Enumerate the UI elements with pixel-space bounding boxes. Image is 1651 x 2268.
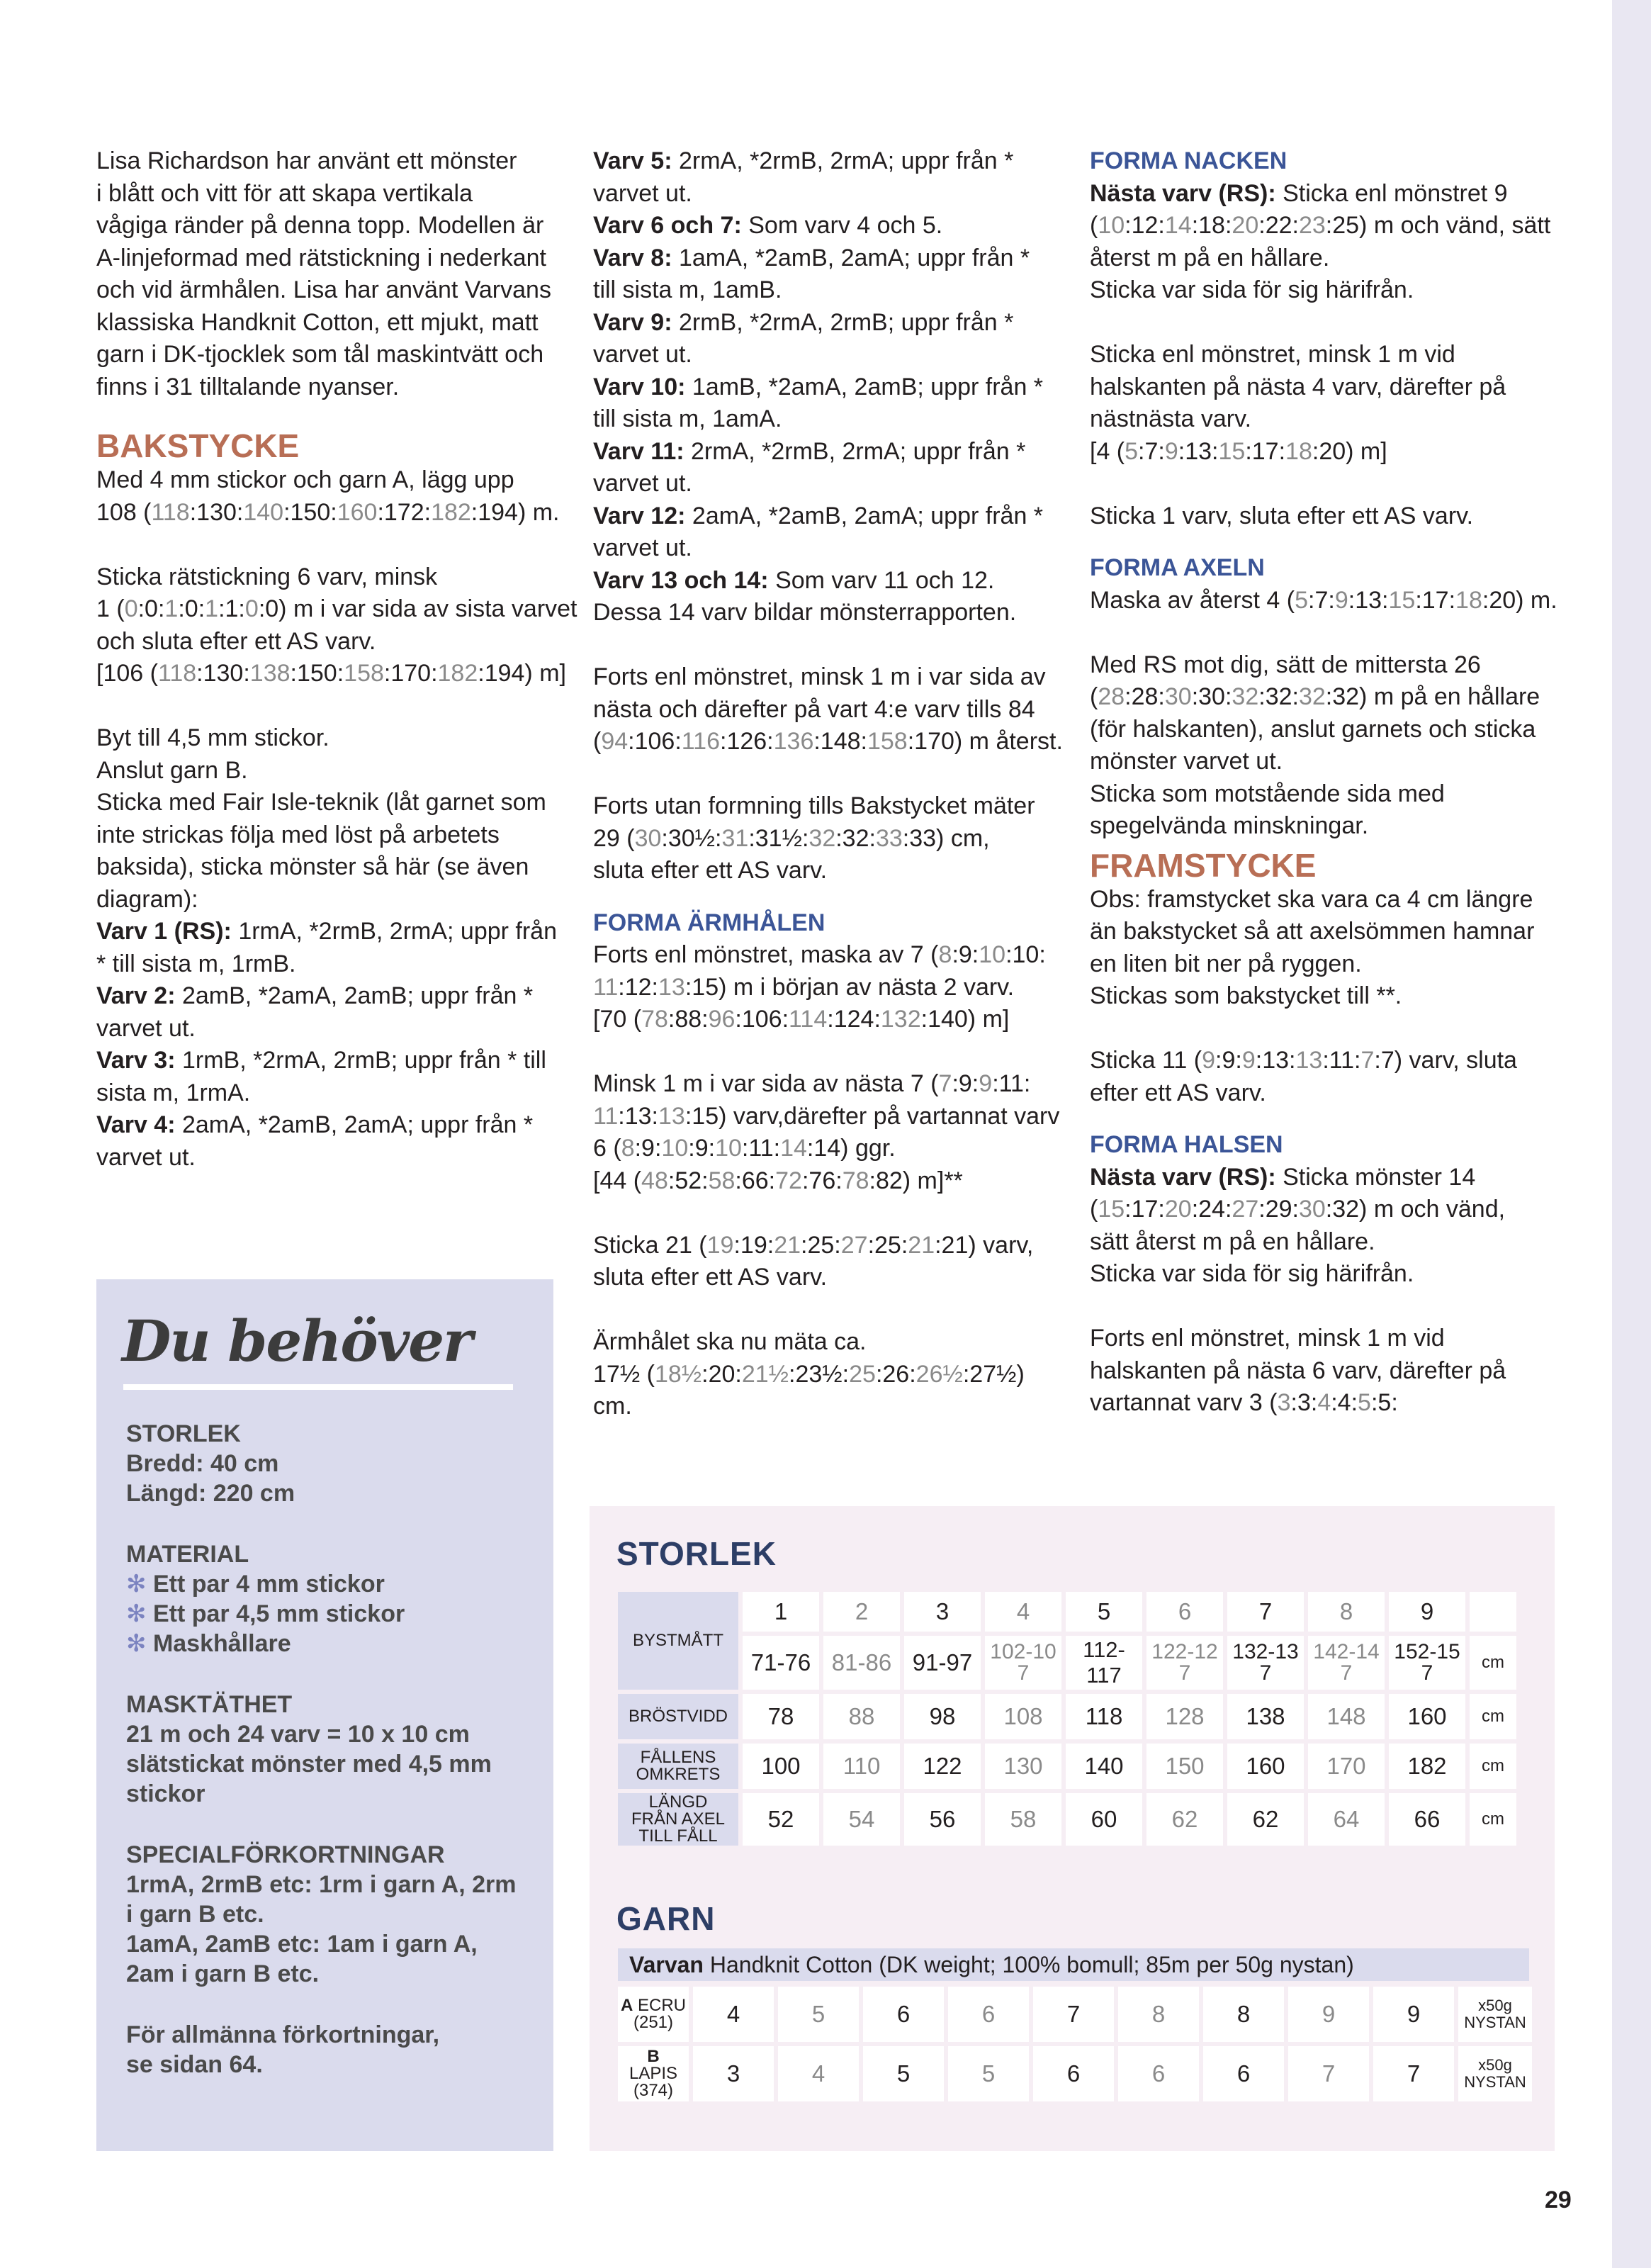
row-instruction-cont: varvet ut. (593, 534, 692, 561)
table-cell: 3 (693, 2046, 774, 2101)
stitch-total: [70 (78:88:96:106:114:124:132:140) m] (593, 1006, 1010, 1033)
paragraph-line: halskanten på nästa 4 varv, därefter på (1090, 373, 1506, 400)
paragraph-line: Sticka med Fair Isle-teknik (låt garnet som (96, 789, 546, 816)
row-label-bystmatt: BYSTMÅTT (618, 1592, 738, 1690)
stitch-counts: (28:28:30:30:32:32:32:32) m på en hållare (1090, 683, 1540, 710)
material-heading: MATERIAL (126, 1541, 249, 1568)
table-cell: 7 (1033, 1987, 1114, 2042)
table-cell: 182 (1389, 1744, 1465, 1789)
table-cell: 56 (904, 1793, 981, 1846)
row-instruction-cont: varvet ut. (96, 1014, 196, 1042)
materials-box (96, 1279, 553, 2151)
row-instruction: Varv 6 och 7: Som varv 4 och 5. (593, 212, 943, 239)
repeat-counts: vartannat varv 3 (3:3:4:4:5:5: (1090, 1389, 1398, 1416)
row-counts: Sticka 21 (19:19:21:25:27:25:21:21) varv, (593, 1231, 1034, 1259)
paragraph-line: Sticka var sida för sig härifrån. (1090, 1260, 1414, 1287)
title-rule (123, 1384, 513, 1390)
paragraph-line: Sticka rätstickning 6 varv, minsk (96, 563, 438, 590)
stitch-counts: (10:12:14:18:20:22:23:25) m och vänd, sätt (1090, 212, 1551, 239)
table-cell: 102-107 (985, 1636, 1061, 1690)
table-cell: 6 (1033, 2046, 1114, 2101)
abbr-heading: SPECIALFÖRKORTNINGAR (126, 1841, 445, 1868)
material-item: ✻ Ett par 4,5 mm stickor (126, 1600, 405, 1627)
table-cell: 6 (1203, 2046, 1284, 2101)
intro-line: garn i DK-tjocklek som tål maskintvätt och (96, 341, 544, 368)
row-instruction-cont: varvet ut. (593, 341, 692, 368)
asterisk-icon: ✻ (126, 1600, 147, 1627)
material-item: ✻ Ett par 4 mm stickor (126, 1571, 385, 1598)
size-number: 5 (1066, 1592, 1142, 1632)
section-heading-armhal: FORMA ÄRMHÅLEN (593, 909, 826, 936)
table-cell: 8 (1203, 1987, 1284, 2042)
abbr-line: 1rmA, 2rmB etc: 1rm i garn A, 2rm (126, 1871, 517, 1898)
table-cell: 140 (1066, 1744, 1142, 1789)
size-number: 8 (1308, 1592, 1385, 1632)
size-yarn-panel (590, 1506, 1555, 2151)
paragraph-line: efter ett AS varv. (1090, 1079, 1266, 1106)
decrease-counts-cont: 11:13:13:15) varv,därefter på vartannat varv (593, 1102, 1060, 1130)
asterisk-icon: ✻ (126, 1571, 147, 1598)
row-label-brostvidd: BRÖSTVIDD (618, 1694, 738, 1739)
unit-cell: cm (1470, 1636, 1516, 1690)
table-cell: 152-157 (1389, 1636, 1465, 1690)
table-cell: 122 (904, 1744, 981, 1789)
decrease-counts: 1 (0:0:1:0:1:1:0:0) m i var sida av sista varvet (96, 595, 577, 622)
table-cell: 66 (1389, 1793, 1465, 1846)
table-cell: 9 (1373, 1987, 1454, 2042)
table-cell: 130 (985, 1744, 1061, 1789)
paragraph-line: halskanten på nästa 6 varv, därefter på (1090, 1357, 1506, 1384)
bindoff-counts: Maska av återst 4 (5:7:9:13:15:17:18:20) m. (1090, 586, 1557, 614)
size-number: 2 (823, 1592, 900, 1632)
abbr-line: 2am i garn B etc. (126, 1960, 320, 1987)
paragraph-line: nästnästa varv. (1090, 405, 1252, 432)
next-row-instruction: Nästa varv (RS): Sticka enl mönstret 9 (1090, 179, 1508, 207)
table-cell: 71-76 (743, 1636, 819, 1690)
unit-cell: cm (1470, 1744, 1516, 1789)
paragraph-line: diagram): (96, 885, 198, 913)
intro-line: och vid ärmhålen. Lisa har använt Varvans (96, 276, 551, 303)
row-label-fallens-omkrets: FÅLLENS OMKRETS (618, 1744, 738, 1789)
section-heading-bakstycke: BAKSTYCKE (96, 427, 300, 464)
table-cell: 6 (863, 1987, 944, 2042)
table-cell: 5 (778, 1987, 859, 2042)
row-instruction: Varv 10: 1amB, *2amA, 2amB; uppr från * (593, 373, 1044, 400)
table-cell: 112-117 (1066, 1636, 1142, 1690)
column-2 (593, 145, 1061, 1423)
paragraph-line: (för halskanten), anslut garnets och sticka (1090, 715, 1536, 743)
bindoff-counts: Forts enl mönstret, maska av 7 (8:9:10:10: (593, 941, 1046, 968)
paragraph-line: sluta efter ett AS varv. (593, 857, 828, 884)
times-counts: 6 (8:9:10:9:10:11:14:14) ggr. (593, 1135, 896, 1162)
row-instruction: Varv 4: 2amA, *2amB, 2amA; uppr från * (96, 1111, 534, 1138)
abbr-line: i garn B etc. (126, 1901, 264, 1928)
decrease-counts: Minsk 1 m i var sida av nästa 7 (7:9:9:11: (593, 1070, 1031, 1097)
paragraph-line: Sticka var sida för sig härifrån. (1090, 276, 1414, 303)
row-instruction: Varv 13 och 14: Som varv 11 och 12. (593, 566, 995, 594)
table-cell: 4 (693, 1987, 774, 2042)
table-cell: 108 (985, 1694, 1061, 1739)
gauge-line: 21 m och 24 varv = 10 x 10 cm (126, 1721, 470, 1748)
section-heading-axeln: FORMA AXELN (1090, 554, 1265, 581)
row-instruction-cont: varvet ut. (593, 470, 692, 497)
yarn-label-b: B LAPIS (374) (618, 2046, 689, 2101)
table-cell: 81-86 (823, 1636, 900, 1690)
section-heading-framstycke: FRAMSTYCKE (1090, 846, 1317, 884)
table-cell: 98 (904, 1694, 981, 1739)
table-cell: 7 (1373, 2046, 1454, 2101)
table-cell: 4 (778, 2046, 859, 2101)
table-cell: 88 (823, 1694, 900, 1739)
paragraph-line: Anslut garn B. (96, 756, 248, 784)
size-table (614, 1588, 1521, 1850)
intro-line: A-linjeformad med rätstickning i nederkant (96, 244, 546, 271)
paragraph-line: Byt till 4,5 mm stickor. (96, 724, 329, 751)
row-counts: Sticka 11 (9:9:9:13:13:11:7:7) varv, sluta (1090, 1047, 1517, 1074)
row-instruction: Varv 8: 1amA, *2amB, 2amA; uppr från * (593, 244, 1030, 271)
paragraph-line: än bakstycket så att axelsömmen hamnar (1090, 918, 1535, 945)
size-number: 3 (904, 1592, 981, 1632)
paragraph-line: spegelvända minskningar. (1090, 812, 1369, 839)
intro-line: i blått och vitt för att skapa vertikala (96, 179, 473, 207)
row-instruction: Varv 3: 1rmB, *2rmA, 2rmB; uppr från * till (96, 1047, 546, 1074)
table-cell: 8 (1118, 1987, 1199, 2042)
table-cell: 132-137 (1227, 1636, 1304, 1690)
paragraph-line: Med RS mot dig, sätt de mittersta 26 (1090, 651, 1481, 678)
size-number: 9 (1389, 1592, 1465, 1632)
table-cell: 142-147 (1308, 1636, 1385, 1690)
intro-line: finns i 31 tilltalande nyanser. (96, 373, 400, 400)
intro-line: vågiga ränder på denna topp. Modellen är (96, 212, 544, 239)
intro-line: klassiska Handknit Cotton, ett mjukt, matt (96, 308, 539, 336)
row-instruction: Varv 11: 2rmA, *2rmB, 2rmA; uppr från * (593, 437, 1026, 465)
stitch-counts: (15:17:20:24:27:29:30:32) m och vänd, (1090, 1196, 1506, 1223)
table-cell: 160 (1389, 1694, 1465, 1739)
table-cell: 170 (1308, 1744, 1385, 1789)
table-cell: 62 (1146, 1793, 1223, 1846)
row-instruction-cont: varvet ut. (593, 179, 692, 207)
paragraph-line: Sticka enl mönstret, minsk 1 m vid (1090, 341, 1455, 368)
stitch-total: [44 (48:52:58:66:72:76:78:82) m]** (593, 1167, 963, 1194)
table-cell: 52 (743, 1793, 819, 1846)
table-cell: 64 (1308, 1793, 1385, 1846)
paragraph-line: mönster varvet ut. (1090, 748, 1283, 775)
section-heading-nacken: FORMA NACKEN (1090, 147, 1287, 174)
table-cell: 58 (985, 1793, 1061, 1846)
row-instruction-cont: Dessa 14 varv bildar mönsterrapporten. (593, 599, 1017, 626)
materials-title: Du behöver (122, 1308, 472, 1374)
row-instruction: Varv 2: 2amB, *2amA, 2amB; uppr från * (96, 982, 534, 1009)
storlek-line: Längd: 220 cm (126, 1480, 295, 1507)
right-edge-strip (1612, 0, 1651, 2268)
size-number: 1 (743, 1592, 819, 1632)
length-counts: 29 (30:30½:31:31½:32:32:33:33) cm, (593, 824, 990, 852)
gauge-line: slätstickat mönster med 4,5 mm (126, 1751, 492, 1778)
table-cell: 5 (863, 2046, 944, 2101)
table-cell: 5 (948, 2046, 1029, 2101)
table-cell: 118 (1066, 1694, 1142, 1739)
table-cell: 150 (1146, 1744, 1223, 1789)
yarn-table (614, 1982, 1536, 2106)
storlek-heading: STORLEK (126, 1420, 241, 1447)
paragraph-line: en liten bit ner på ryggen. (1090, 950, 1362, 977)
paragraph-line: Sticka 1 varv, sluta efter ett AS varv. (1090, 502, 1474, 529)
gauge-heading: MASKTÄTHET (126, 1691, 293, 1718)
row-instruction: Varv 9: 2rmB, *2rmA, 2rmB; uppr från * (593, 308, 1014, 336)
column-3 (1090, 145, 1586, 1420)
general-note: se sidan 64. (126, 2051, 263, 2078)
abbr-line: 1amA, 2amB etc: 1am i garn A, (126, 1931, 478, 1958)
table-cell: 128 (1146, 1694, 1223, 1739)
paragraph-line: Sticka som motstående sida med (1090, 780, 1445, 807)
intro-text (96, 145, 564, 403)
paragraph-line: Ärmhålet ska nu mäta ca. (593, 1328, 867, 1355)
size-number: 4 (985, 1592, 1061, 1632)
stitch-total: [4 (5:7:9:13:15:17:18:20) m] (1090, 437, 1387, 465)
yarn-label-a: A ECRU (251) (618, 1987, 689, 2042)
table-cell: 78 (743, 1694, 819, 1739)
cast-on-counts: 108 (118:130:140:150:160:172:182:194) m. (96, 498, 560, 526)
table-cell: 6 (948, 1987, 1029, 2042)
table-cell: 62 (1227, 1793, 1304, 1846)
row-instruction-cont: till sista m, 1amA. (593, 405, 782, 432)
paragraph-line: Med 4 mm stickor och garn A, lägg upp (96, 466, 514, 493)
row-instruction-cont: * till sista m, 1rmB. (96, 950, 296, 977)
next-row-instruction: Nästa varv (RS): Sticka mönster 14 (1090, 1163, 1476, 1191)
paragraph-line: nästa och därefter på vart 4:e varv tills 84 (593, 695, 1035, 723)
size-heading: STORLEK (616, 1535, 777, 1572)
paragraph-line: baksida), sticka mönster så här (se även (96, 853, 529, 880)
yarn-heading: GARN (616, 1900, 716, 1937)
paragraph-line: Forts enl mönstret, minsk 1 m vid (1090, 1325, 1445, 1352)
table-cell: 60 (1066, 1793, 1142, 1846)
page-number: 29 (1545, 2186, 1572, 2213)
table-cell: 148 (1308, 1694, 1385, 1739)
stitch-counts: (94:106:116:126:136:148:158:170) m återst. (593, 728, 1063, 755)
table-cell: 91-97 (904, 1636, 981, 1690)
table-cell: 100 (743, 1744, 819, 1789)
row-instruction: Varv 5: 2rmA, *2rmB, 2rmA; uppr från * (593, 147, 1014, 174)
paragraph-line: Stickas som bakstycket till **. (1090, 982, 1402, 1009)
table-cell: 138 (1227, 1694, 1304, 1739)
unit-cell: x50g NYSTAN (1458, 2046, 1532, 2101)
paragraph-line: och sluta efter ett AS varv. (96, 627, 376, 655)
stitch-total: [106 (118:130:138:150:158:170:182:194) m] (96, 660, 566, 687)
row-instruction-cont: varvet ut. (96, 1143, 196, 1171)
paragraph-line: Obs: framstycket ska vara ca 4 cm längre (1090, 885, 1533, 913)
table-cell: 6 (1118, 2046, 1199, 2101)
column-1 (96, 145, 577, 1174)
row-label-langd: LÄNGD FRÅN AXEL TILL FÅLL (618, 1793, 738, 1846)
paragraph-line: återst m på en hållare. (1090, 244, 1330, 271)
material-item: ✻ Maskhållare (126, 1630, 291, 1657)
paragraph-line: Forts utan formning tills Bakstycket mäter (593, 792, 1035, 819)
armhole-measure: 17½ (18½:20:21½:23½:25:26:26½:27½) (593, 1360, 1025, 1388)
paragraph-line: Forts enl mönstret, minsk 1 m i var sida av (593, 663, 1046, 690)
table-cell: 9 (1288, 1987, 1369, 2042)
gauge-line: stickor (126, 1780, 205, 1807)
intro-line: Lisa Richardson har använt ett mönster (96, 147, 517, 174)
table-cell: 160 (1227, 1744, 1304, 1789)
yarn-description: Varvan Handknit Cotton (DK weight; 100% bomull; 85m per 50g nystan) (618, 1948, 1529, 1981)
unit-cell: x50g NYSTAN (1458, 1987, 1532, 2042)
paragraph-line: inte strickas följa med löst på arbetets (96, 821, 500, 848)
unit-cell: cm (1470, 1694, 1516, 1739)
size-number: 7 (1227, 1592, 1304, 1632)
paragraph-line: cm. (593, 1393, 632, 1420)
storlek-line: Bredd: 40 cm (126, 1450, 279, 1477)
table-cell: 110 (823, 1744, 900, 1789)
table-cell: 7 (1288, 2046, 1369, 2101)
row-instruction: Varv 12: 2amA, *2amB, 2amA; uppr från * (593, 502, 1044, 529)
row-instruction-cont: sista m, 1rmA. (96, 1079, 251, 1106)
table-cell: 54 (823, 1793, 900, 1846)
size-number: 6 (1146, 1592, 1223, 1632)
paragraph-line: sätt återst m på en hållare. (1090, 1228, 1375, 1255)
unit-cell: cm (1470, 1793, 1516, 1846)
table-cell: 122-127 (1146, 1636, 1223, 1690)
row-instruction: Varv 1 (RS): 1rmA, *2rmB, 2rmA; uppr från (96, 918, 557, 945)
bindoff-counts-cont: 11:12:13:15) m i början av nästa 2 varv. (593, 973, 1015, 1001)
unit-blank (1470, 1592, 1516, 1632)
general-note: För allmänna förkortningar, (126, 2021, 440, 2048)
paragraph-line: sluta efter ett AS varv. (593, 1264, 828, 1291)
section-heading-halsen: FORMA HALSEN (1090, 1131, 1283, 1158)
row-instruction-cont: till sista m, 1amB. (593, 276, 782, 303)
asterisk-icon: ✻ (126, 1630, 147, 1657)
